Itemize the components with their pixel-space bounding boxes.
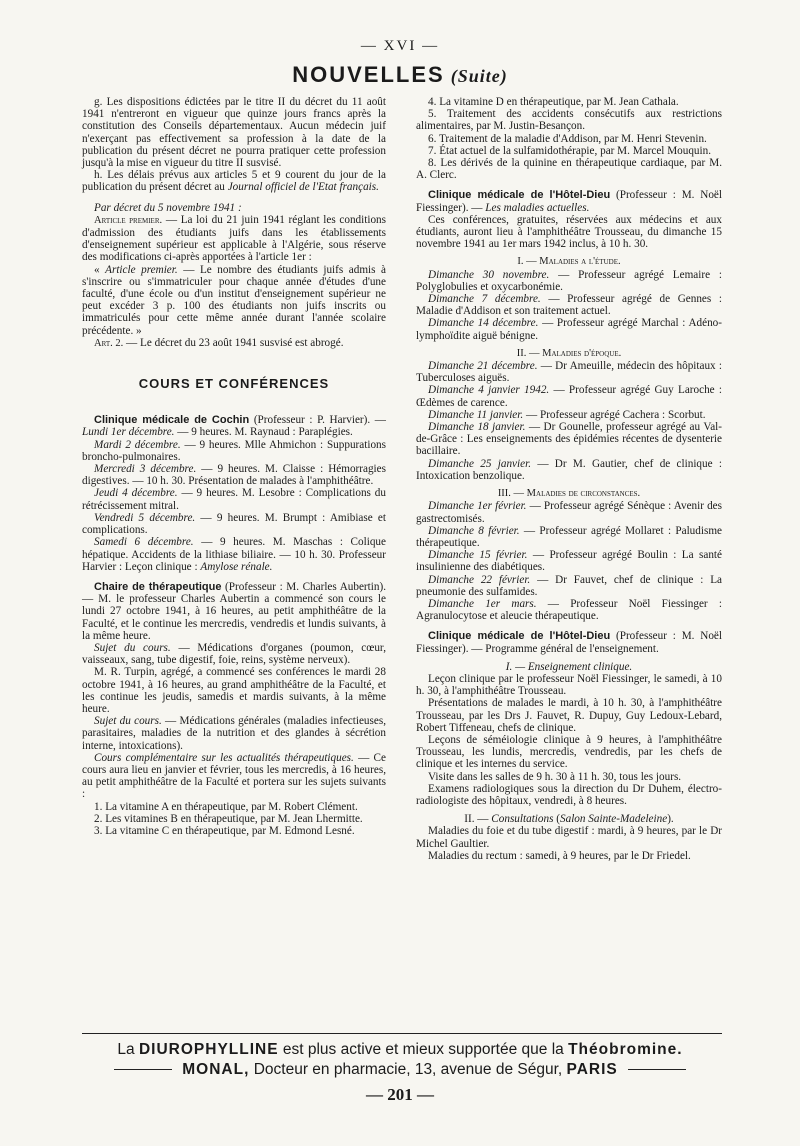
date: Dimanche 15 février. — [428, 549, 528, 562]
date: Dimanche 4 janvier 1942. — [428, 384, 550, 397]
date: Dimanche 7 décembre. — [428, 293, 541, 306]
date: Mercredi 3 décembre. — [94, 463, 197, 476]
cours-complementaire — [82, 752, 386, 801]
page-number: — 201 — — [366, 1085, 434, 1104]
hoteldieu-intro: Ces conférences, gratuites, réservées aux médecins et aux étudiants, auront lieu à l'amphithéâtre Trousseau, du dimanche 15 novembre 1941 au 1er mars 1942 inclus, à 10 h. 30. — [416, 213, 722, 251]
subsection-maladies-etude: I. — Maladies a l'étude. — [517, 256, 621, 268]
list-item: 5. Traitement des accidents consécutifs aux restrictions alimentaires, par M. Justin-Besançon. — [416, 108, 722, 133]
sujet-text: — Médications générales (maladies infectieuses, parasitaires, maladies de la nutrition et des glandes à sécrétion interne, intoxications). — [82, 715, 386, 752]
entry-text: — Professeur agrégé Guy Laroche : Œdèmes de carence. — [416, 384, 723, 409]
article-premier — [82, 214, 386, 264]
turpin-paragraph: M. R. Turpin, agrégé, a commencé ses conférences le mardi 28 octobre 1941, à 16 heures, au grand amphithéâtre de la Faculté, et les continue les jeudis, samedis et mardis suivants, à la même heure. — [82, 666, 386, 715]
list-item: 1. La vitamine A en thérapeutique, par M. Robert Clément. — [94, 800, 358, 813]
cochin-professor: (Professeur : P. Harvier). — [249, 414, 371, 427]
ad-city: PARIS — [566, 1061, 618, 1078]
article-text: — La loi du 21 juin 1941 réglant les conditions d'admission des étudiants juifs dans les établissements d'enseignement supérieur est applicable à l'Algérie, sous réserve des modifications ci-après apportées à l'article 1er : — [82, 213, 386, 264]
page-title — [0, 62, 800, 88]
entry-text: — Professeur agrégé Lemaire : Polyglobulies et oxycarbonémie. — [416, 268, 722, 293]
entry-text: — Professeur agrégé de Gennes : Maladie d'Addison et son traitement actuel. — [416, 293, 722, 318]
enseignement-item: Visite dans les salles de 9 h. 30 à 11 h. 30, tous les jours. — [428, 770, 682, 783]
ad-product: DIUROPHYLLINE — [138, 1041, 279, 1058]
salon-name: Salon Sainte-Madeleine — [560, 813, 668, 826]
date: Dimanche 25 janvier. — [428, 457, 532, 470]
dash: — — [370, 414, 386, 427]
hoteldieu-heading-2 — [416, 630, 722, 654]
subsection-label: I. — Enseignement clinique. — [505, 660, 633, 673]
hoteldieu-professor: (Professeur : M. Noël Fiessinger). — — [416, 189, 722, 214]
ad-company: MONAL, — [182, 1061, 250, 1078]
ad-dash — [628, 1069, 686, 1070]
entry-text: — Dr Fauvet, chef de clinique : La pneumonie des sulfamides. — [416, 573, 722, 598]
article-quote — [82, 264, 386, 337]
cochin-samedi — [82, 536, 386, 573]
schedule-entry — [416, 525, 722, 549]
sujet-cours-2 — [82, 715, 386, 752]
sujet-cours-1 — [82, 642, 386, 666]
list-item: 4. La vitamine D en thérapeutique, par M. Jean Cathala. — [428, 96, 679, 108]
cochin-title: Clinique médicale de Cochin — [94, 414, 250, 427]
ad-comparison: Théobromine. — [568, 1041, 683, 1058]
article-2 — [82, 337, 386, 350]
schedule-entry — [416, 293, 722, 317]
schedule-entry — [416, 384, 722, 408]
enseignement-item: Présentations de malades le mardi, à 10 h. 30, à l'amphithéâtre Trousseau, par les Drs J. Fauvet, R. Dupuy, Guy Ledoux-Lebard, Robert Tiffeneau, chefs de clinique. — [416, 697, 722, 734]
sujet-label: Sujet du cours. — [94, 715, 162, 728]
advertisement-line-2 — [0, 1061, 800, 1079]
cochin-heading — [82, 414, 386, 438]
cours-complementaire-title: Cours complémentaire sur les actualités thérapeutiques. — [94, 751, 354, 764]
chaire-title: Chaire de thérapeutique — [94, 580, 222, 593]
section-title-cours: COURS ET CONFÉRENCES — [138, 376, 330, 392]
ad-dash — [114, 1069, 172, 1070]
date: Jeudi 4 décembre. — [94, 487, 178, 500]
date: Dimanche 1er mars. — [428, 597, 537, 610]
decret-date: Par décret du 5 novembre 1941 : — [94, 201, 242, 214]
date: Dimanche 14 décembre. — [428, 317, 539, 330]
hoteldieu-title: Clinique médicale de l'Hôtel-Dieu — [428, 630, 611, 643]
schedule-entry — [416, 598, 722, 622]
article-2-text: — Le décret du 23 août 1941 susvisé est abrogé. — [123, 336, 344, 349]
schedule-entry — [416, 574, 722, 598]
article-label: Article premier. — [94, 214, 163, 226]
cochin-lundi-text: — 9 heures. M. Raynaud : Paraplégies. — [174, 426, 353, 439]
ad-text: La — [117, 1041, 139, 1058]
hoteldieu-topic: Les maladies actuelles. — [485, 201, 590, 214]
cochin-jeudi — [82, 487, 386, 511]
journal-officiel-ref: Journal officiel de l'Etat français. — [227, 181, 379, 194]
cochin-mardi — [82, 439, 386, 463]
entry-text: — Professeur agrégé Boulin : La santé insulinienne des diabétiques. — [416, 549, 722, 574]
paragraph-h-text: h. Les délais prévus aux articles 5 et 9 courent du jour de la publication du présent décret au — [82, 169, 386, 194]
entry-text: — 9 heures. Mlle Ahmichon : Suppurations broncho-pulmonaires. — [82, 438, 386, 463]
entry-text: — Professeur agrégé Mollaret : Paludisme thérapeutique. — [416, 524, 722, 549]
lesson-topic: Amylose rénale. — [200, 560, 273, 573]
schedule-entry — [416, 317, 722, 341]
title-text: NOUVELLES — [292, 62, 445, 87]
subsection-maladies-epoque: II. — Maladies d'époque. — [516, 347, 622, 359]
roman-page-number: — XVI — — [360, 38, 440, 54]
schedule-entry — [416, 269, 722, 293]
schedule-entry — [416, 360, 722, 384]
ad-text: est plus active et mieux supportée que la — [278, 1041, 569, 1058]
subsection-label: Consultations — [491, 813, 554, 826]
hoteldieu-title: Clinique médicale de l'Hôtel-Dieu — [428, 189, 611, 202]
entry-text: — Dr Gounelle, professeur agrégé au Val-de-Grâce : Les enseignements des épidémies récentes de dysenterie bacillaire. — [416, 421, 722, 458]
sujet-text: — Médications d'organes (poumon, cœur, vaisseaux, sang, tube digestif, foie, reins, système nerveux). — [82, 641, 386, 667]
date: Dimanche 8 février. — [428, 524, 520, 537]
paragraph-g: g. Les dispositions édictées par le titre II du décret du 11 août 1941 n'entreront en vigueur que quinze jours francs après la constitution des Conseils départementaux. Aucun médecin juif n'exerçant pas effectivement sa profession à la date de la publication du présent décret ne pourra pratiquer cette profession jusqu'à la mise en vigueur du titre II susvisé. — [82, 96, 386, 170]
paren: ( — [553, 813, 560, 826]
schedule-entry — [416, 421, 722, 458]
quote-label: Article premier. — [105, 263, 178, 276]
schedule-entry — [416, 458, 722, 482]
date: Dimanche 11 janvier. — [428, 408, 524, 421]
date: Vendredi 5 décembre. — [94, 511, 196, 524]
date: Dimanche 30 novembre. — [428, 268, 550, 281]
hoteldieu-heading-1 — [416, 189, 722, 213]
entry-text: — Dr Ameuille, médecin des hôpitaux : Tuberculoses aiguës. — [416, 360, 722, 385]
article-2-label: Art. 2. — [94, 337, 124, 349]
list-item: 3. La vitamine C en thérapeutique, par M. Edmond Lesné. — [94, 824, 355, 837]
date: Samedi 6 décembre. — [94, 536, 194, 549]
enseignement-item: Leçons de séméiologie clinique à 9 heures, à l'amphithéâtre Trousseau, les lundis, mercredis, vendredis, par les chefs de clinique et les internes du service. — [416, 733, 722, 771]
entry-text: — 9 heures. M. Claisse : Hémorragies digestives. — 10 h. 30. Présentation de malades à l'amphithéâtre. — [82, 463, 386, 488]
decret-intro — [82, 202, 386, 214]
separator-rule — [82, 1033, 722, 1034]
paren: ). — [667, 813, 674, 826]
subsection-enseignement-clinique — [416, 661, 722, 673]
date: Dimanche 18 janvier. — [428, 421, 526, 434]
quote-text: — Le nombre des étudiants juifs admis à s'inscrire ou s'immatriculer pour chaque année d'études d'une faculté, d'une école ou d'un institut d'enseignement supérieur ne peut excéder 3 p. 100 des étudiants non juifs inscrits ou immatriculés pour cette même année durant l'année scolaire précédente. » — [82, 263, 387, 337]
entry-text: — Professeur agrégé Marchal : Adéno-lymphoïdite aiguë bénigne. — [416, 317, 722, 342]
date: Dimanche 21 décembre. — [428, 360, 538, 373]
list-item: 7. État actuel de la sulfamidothérapie, par M. Marcel Mouquin. — [428, 144, 712, 157]
quote-open: « — [94, 263, 106, 276]
list-item: 2. Les vitamines B en thérapeutique, par M. Jean Lhermitte. — [94, 812, 363, 825]
list-item: 6. Traitement de la maladie d'Addison, par M. Henri Stevenin. — [428, 132, 707, 145]
cochin-lundi-date: Lundi 1er décembre. — [82, 426, 175, 439]
subsection-consultations — [416, 813, 722, 825]
enseignement-item: Leçon clinique par le professeur Noël Fiessinger, le samedi, à 10 h. 30, à l'amphithéâtre Trousseau. — [416, 672, 722, 698]
list-item: 8. Les dérivés de la quinine en thérapeutique cardiaque, par M. A. Clerc. — [416, 157, 722, 182]
entry-text: — Professeur agrégé Sénèque : Avenir des gastrectomisés. — [416, 500, 722, 525]
entry-text: — 9 heures. M. Maschas : Colique hépatique. Accidents de la lithiase biliaire. — 10 h. 30. Professeur Harvier : Leçon clinique : — [82, 536, 386, 573]
entry-text: — 9 heures. M. Brumpt : Amibiase et complications. — [82, 511, 386, 537]
consultation-item: Maladies du foie et du tube digestif : mardi, à 9 heures, par le Dr Michel Gaultier. — [416, 825, 722, 850]
title-suffix: (Suite) — [450, 66, 508, 86]
right-column — [416, 96, 722, 862]
entry-text: — Professeur Noël Fiessinger : Agranulocytose et aleucie thérapeutique. — [416, 597, 722, 623]
chaire-heading — [82, 581, 386, 642]
schedule-entry — [416, 549, 722, 573]
cours-complementaire-text: — Ce cours aura lieu en janvier et février, tous les mercredis, à 16 heures, au petit amphithéâtre de la Faculté et portera sur les sujets suivants : — [82, 751, 386, 801]
entry-text: — Dr M. Gautier, chef de clinique : Intoxication benzolique. — [416, 457, 722, 482]
cochin-mercredi — [82, 463, 386, 487]
schedule-entry — [416, 500, 722, 524]
ad-address: Docteur en pharmacie, 13, avenue de Ségur, — [249, 1061, 567, 1078]
sujet-label: Sujet du cours. — [94, 641, 171, 654]
hoteldieu-program: (Professeur : M. Noël Fiessinger). — Programme général de l'enseignement. — [416, 630, 722, 655]
left-column — [82, 96, 386, 837]
date: Dimanche 22 février. — [428, 573, 531, 586]
advertisement-line-1 — [0, 1041, 800, 1059]
date: Dimanche 1er février. — [428, 500, 527, 513]
subsection-maladies-circonstances: III. — Maladies de circonstances. — [497, 488, 641, 500]
subsection-number: II. — — [464, 813, 492, 826]
entry-text: — 9 heures. M. Lesobre : Complications du rétrécissement mitral. — [82, 487, 386, 512]
enseignement-item: Examens radiologiques sous la direction du Dr Duhem, électro-radiologiste des hôpitaux, vendredi, à 8 heures. — [416, 782, 722, 807]
date: Mardi 2 décembre. — [94, 438, 181, 451]
paragraph-h — [82, 169, 386, 193]
entry-text: — Professeur agrégé Cachera : Scorbut. — [523, 408, 706, 421]
schedule-entry — [416, 409, 722, 421]
consultation-item: Maladies du rectum : samedi, à 9 heures, par le Dr Friedel. — [428, 849, 691, 862]
chaire-text: (Professeur : M. Charles Aubertin). — M. le professeur Charles Aubertin a commencé son cours le lundi 27 octobre 1941, à 16 heures, au petit amphithéâtre de la Faculté, et le continue les mercredis, vendredis et lundis suivants, à la même heure. — [82, 580, 386, 642]
cochin-vendredi — [82, 512, 386, 536]
